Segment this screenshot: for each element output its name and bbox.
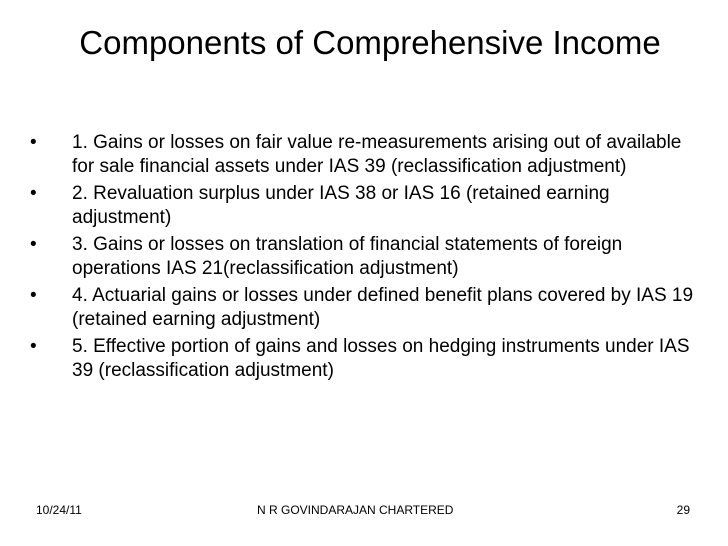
footer-center-text: N R GOVINDARAJAN CHARTERED xyxy=(257,503,454,517)
bullet-item-2 xyxy=(28,182,698,229)
bullet-text: 5. Effective portion of gains and losses on hedging instruments under IAS 39 (reclassification adjustment) xyxy=(72,336,690,381)
bullet-item-4 xyxy=(28,284,698,331)
slide-title: Components of Comprehensive Income xyxy=(79,24,661,61)
bullet-dot: • xyxy=(30,132,37,153)
bullet-text: 3. Gains or losses on translation of financial statements of foreign operations IAS 21(reclassification adjustment) xyxy=(72,234,623,279)
bullet-dot: • xyxy=(30,183,37,204)
bullet-item-3 xyxy=(28,233,698,280)
bullet-text: 1. Gains or losses on fair value re-measurements arising out of available for sale financial assets under IAS 39 (reclassification adjustment) xyxy=(72,132,682,177)
bullet-text: 2. Revaluation surplus under IAS 38 or IAS 16 (retained earning adjustment) xyxy=(72,183,610,228)
bullet-item-1 xyxy=(28,131,698,178)
footer-date: 10/24/11 xyxy=(36,503,82,517)
bullet-dot: • xyxy=(30,234,37,255)
bullet-dot: • xyxy=(30,336,37,357)
bullet-dot: • xyxy=(30,285,37,306)
bullet-text: 4. Actuarial gains or losses under defined benefit plans covered by IAS 19 (retained earning adjustment) xyxy=(72,285,694,330)
bullet-item-5 xyxy=(28,335,698,382)
footer-page-number: 29 xyxy=(676,503,690,517)
bullet-list xyxy=(28,131,698,382)
